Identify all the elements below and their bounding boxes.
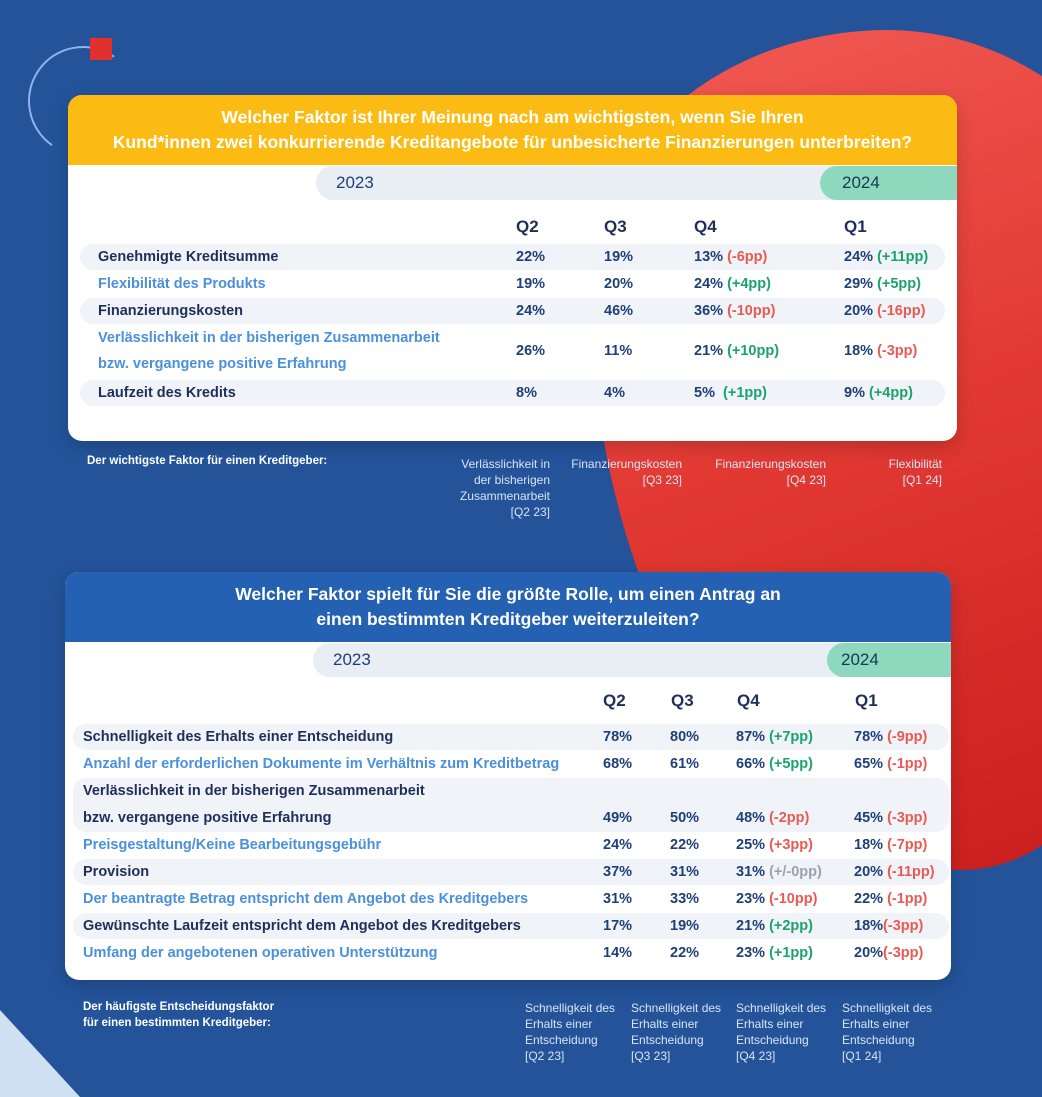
row-label: Genehmigte Kreditsumme — [98, 249, 279, 265]
winner-line: Finanzierungskosten — [571, 457, 682, 471]
row-label: Provision — [83, 864, 150, 880]
row-label-line-1: Verlässlichkeit in der bisherigen Zusammenarbeit — [98, 330, 440, 346]
row-label: Umfang der angebotenen operativen Unterstützung — [83, 945, 438, 961]
value-q3: 22% — [670, 837, 700, 853]
row-label: Gewünschte Laufzeit entspricht dem Angebot des Kreditgebers — [83, 918, 521, 934]
value-q4: 21% — [694, 343, 724, 359]
row-label: Laufzeit des Kredits — [98, 385, 236, 401]
winner-line: Zusammenarbeit — [459, 489, 550, 503]
value-q1: 22% — [854, 891, 884, 907]
row-label: Preisgestaltung/Keine Bearbeitungsgebühr — [83, 837, 382, 853]
change-q1: (-7pp) — [887, 837, 928, 853]
value-q1: 18% — [854, 837, 884, 853]
value-q4: 21% — [736, 918, 766, 934]
change-q1: (-9pp) — [887, 729, 928, 745]
quarter-header-q2: Q2 — [516, 217, 539, 236]
value-q2: 19% — [516, 276, 546, 292]
survey-1-question-line-1: Welcher Faktor ist Ihrer Meinung nach am wichtigsten, wenn Sie Ihren — [221, 107, 804, 127]
change-q4: (-10pp) — [727, 303, 776, 319]
value-q3: 19% — [670, 918, 700, 934]
change-q1: (-1pp) — [887, 891, 928, 907]
value-q1: 29% — [844, 276, 874, 292]
value-q1: 18% — [854, 918, 884, 934]
value-q4: 87% — [736, 729, 766, 745]
table-row — [73, 751, 949, 777]
winner-line: Schnelligkeit des — [842, 1001, 933, 1015]
value-q2: 78% — [603, 729, 633, 745]
row-label: Flexibilität des Produkts — [98, 276, 266, 292]
winner-line: Schnelligkeit des — [525, 1001, 616, 1015]
value-q1: 18% — [844, 343, 874, 359]
winner-line: [Q4 23] — [736, 1049, 776, 1063]
change-q4: (+/-0pp) — [769, 864, 822, 880]
value-q1: 45% — [854, 810, 884, 826]
decorative-red-square — [90, 38, 112, 60]
value-q2: 49% — [603, 810, 633, 826]
table-row — [80, 325, 945, 377]
change-q1: (+11pp) — [877, 249, 929, 265]
value-q1: 20% — [844, 303, 874, 319]
change-q1: (+4pp) — [869, 385, 913, 401]
survey-2-question-line-2: einen bestimmten Kreditgeber weiterzuleiten? — [316, 609, 700, 629]
value-q2: 68% — [603, 756, 633, 772]
winner-line: Entscheidung — [631, 1033, 704, 1047]
row-label-line-1: Verlässlichkeit in der bisherigen Zusammenarbeit — [83, 783, 425, 799]
value-q2: 26% — [516, 343, 546, 359]
change-q1: (-3pp) — [887, 810, 928, 826]
value-q3: 33% — [670, 891, 700, 907]
value-q2: 14% — [603, 945, 633, 961]
change-q4: (+1pp) — [769, 945, 813, 961]
winner-line: Erhalts einer — [736, 1017, 804, 1031]
table-row — [80, 271, 945, 297]
row-label: Schnelligkeit des Erhalts einer Entscheidung — [83, 729, 394, 745]
value-q2: 17% — [603, 918, 633, 934]
winner-line: Erhalts einer — [842, 1017, 910, 1031]
value-q2: 24% — [516, 303, 546, 319]
change-q1: (-3pp) — [883, 918, 924, 934]
table-row — [73, 832, 949, 858]
value-q2: 37% — [603, 864, 633, 880]
value-q1: 78% — [854, 729, 884, 745]
value-q3: 19% — [604, 249, 634, 265]
winner-q1-24 — [840, 456, 942, 488]
row-label: Anzahl der erforderlichen Dokumente im Verhältnis zum Kreditbetrag — [83, 756, 560, 772]
winner-line: Entscheidung — [525, 1033, 598, 1047]
row-label-line-2: bzw. vergangene positive Erfahrung — [98, 356, 347, 372]
value-q4: 25% — [736, 837, 766, 853]
value-q4: 5% — [694, 385, 715, 401]
survey-1-footnote: Der wichtigste Faktor für einen Kreditgeber: — [87, 455, 328, 467]
value-q2: 24% — [603, 837, 633, 853]
value-q4: 31% — [736, 864, 766, 880]
value-q1: 24% — [844, 249, 874, 265]
survey-card-1 — [68, 95, 957, 441]
winner-line: Entscheidung — [736, 1033, 809, 1047]
year-2023-label: 2023 — [333, 650, 371, 669]
value-q3: 22% — [670, 945, 700, 961]
value-q1: 20% — [854, 864, 884, 880]
change-q1: (+5pp) — [877, 276, 921, 292]
value-q4: 48% — [736, 810, 766, 826]
winner-line: der bisherigen — [473, 473, 550, 487]
winner-line: Schnelligkeit des — [736, 1001, 827, 1015]
quarter-header-q3: Q3 — [671, 691, 694, 710]
value-q4: 24% — [694, 276, 724, 292]
change-q1: (-1pp) — [887, 756, 928, 772]
table-row — [73, 913, 949, 939]
winner-q1-24 — [842, 1000, 947, 1064]
change-q4: (-6pp) — [727, 249, 768, 265]
survey-card-2 — [65, 572, 951, 980]
decorative-corner-triangle — [0, 1010, 80, 1097]
change-q1: (-3pp) — [877, 343, 918, 359]
winner-line: Finanzierungskosten — [715, 457, 826, 471]
table-row — [80, 298, 945, 324]
survey-2-footnote-line-2: für einen bestimmten Kreditgeber: — [83, 1017, 271, 1029]
value-q1: 9% — [844, 385, 865, 401]
winner-q2-23 — [430, 456, 550, 520]
winner-line: [Q2 23] — [525, 1049, 565, 1063]
winner-q2-23 — [525, 1000, 630, 1064]
value-q3: 4% — [604, 385, 625, 401]
value-q4: 66% — [736, 756, 766, 772]
quarter-header-q4: Q4 — [737, 691, 760, 710]
winner-q3-23 — [631, 1000, 736, 1064]
quarter-header-q2: Q2 — [603, 691, 626, 710]
winner-line: [Q4 23] — [786, 473, 826, 487]
survey-2-question-line-1: Welcher Faktor spielt für Sie die größte Rolle, um einen Antrag an — [235, 584, 781, 604]
year-2024-label: 2024 — [841, 650, 879, 669]
change-q1: (-3pp) — [883, 945, 924, 961]
value-q3: 20% — [604, 276, 634, 292]
change-q4: (+2pp) — [769, 918, 813, 934]
winner-line: Entscheidung — [842, 1033, 915, 1047]
value-q4: 23% — [736, 891, 766, 907]
quarter-header-q3: Q3 — [604, 217, 627, 236]
winner-q4-23 — [696, 456, 826, 488]
value-q2: 22% — [516, 249, 546, 265]
survey-2-footnote — [83, 999, 274, 1031]
winner-q3-23 — [552, 456, 682, 488]
value-q3: 50% — [670, 810, 700, 826]
change-q1: (-11pp) — [887, 864, 935, 880]
year-2023-label: 2023 — [336, 173, 374, 192]
row-label-line-2: bzw. vergangene positive Erfahrung — [83, 810, 332, 826]
winner-q4-23 — [736, 1000, 841, 1064]
winner-line: Schnelligkeit des — [631, 1001, 722, 1015]
change-q4: (+4pp) — [727, 276, 771, 292]
value-q4: 13% — [694, 249, 724, 265]
winner-line: [Q1 24] — [842, 1049, 882, 1063]
winner-line: Verlässlichkeit in — [461, 457, 550, 471]
value-q3: 46% — [604, 303, 634, 319]
value-q3: 11% — [604, 343, 633, 359]
survey-2-question — [65, 572, 951, 642]
row-label: Finanzierungskosten — [98, 303, 244, 319]
table-row — [73, 724, 949, 750]
value-q3: 61% — [670, 756, 700, 772]
change-q4: (+10pp) — [727, 343, 780, 359]
value-q2: 8% — [516, 385, 537, 401]
winner-line: [Q2 23] — [510, 505, 550, 519]
change-q4: (+1pp) — [723, 385, 767, 401]
table-row — [73, 886, 949, 912]
change-q1: (-16pp) — [877, 303, 926, 319]
change-q4: (-2pp) — [769, 810, 810, 826]
winner-line: [Q3 23] — [642, 473, 682, 487]
table-row — [80, 380, 945, 406]
quarter-header-q4: Q4 — [694, 217, 717, 236]
table-row — [73, 940, 949, 966]
winner-line: Flexibilität — [888, 457, 942, 471]
value-q3: 31% — [670, 864, 700, 880]
change-q4: (+7pp) — [769, 729, 813, 745]
survey-2-footnote-line-1: Der häufigste Entscheidungsfaktor — [83, 1001, 275, 1013]
value-q1: 20% — [854, 945, 884, 961]
change-q4: (+5pp) — [769, 756, 813, 772]
table-row — [73, 859, 949, 885]
survey-1-question-line-2: Kund*innen zwei konkurrierende Kreditangebote für unbesicherte Finanzierungen unterbreiten? — [112, 132, 913, 152]
winner-line: [Q1 24] — [902, 473, 942, 487]
row-label: Der beantragte Betrag entspricht dem Angebot des Kreditgebers — [83, 891, 529, 907]
table-row — [80, 244, 945, 270]
value-q4: 36% — [694, 303, 724, 319]
year-2024-pill — [820, 166, 957, 200]
quarter-header-q1: Q1 — [844, 217, 867, 236]
value-q1: 65% — [854, 756, 884, 772]
year-2024-pill — [827, 643, 951, 677]
value-q4: 23% — [736, 945, 766, 961]
change-q4: (+3pp) — [769, 837, 813, 853]
table-row — [73, 778, 949, 832]
value-q3: 80% — [670, 729, 700, 745]
winner-line: Erhalts einer — [631, 1017, 699, 1031]
year-2024-label: 2024 — [842, 173, 880, 192]
winner-line: Erhalts einer — [525, 1017, 593, 1031]
change-q4: (-10pp) — [769, 891, 818, 907]
winner-line: [Q3 23] — [631, 1049, 671, 1063]
quarter-header-q1: Q1 — [855, 691, 878, 710]
survey-1-question — [68, 95, 957, 165]
value-q2: 31% — [603, 891, 633, 907]
